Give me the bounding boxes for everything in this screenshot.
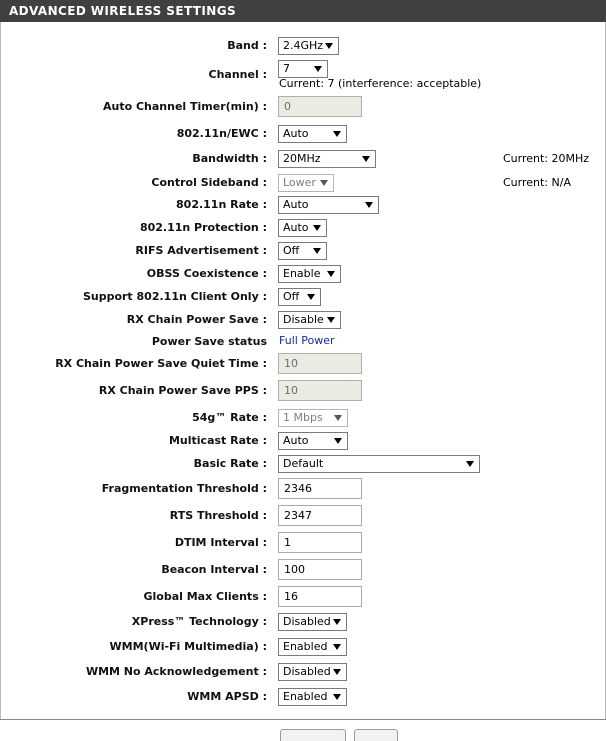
wmm-apsd-select[interactable]: Enabled (278, 688, 347, 706)
rx-pps-input[interactable]: 10 (278, 380, 362, 401)
frag-threshold-label: Fragmentation Threshold : (101, 482, 267, 495)
rifs-label: RIFS Advertisement : (135, 244, 267, 257)
ewc-select[interactable]: Auto (278, 125, 347, 143)
chevron-down-icon (320, 180, 328, 186)
chevron-down-icon (327, 271, 335, 277)
section-header (0, 0, 606, 22)
band-label: Band : (227, 39, 267, 52)
chevron-down-icon (327, 317, 335, 323)
multicast-rate-select[interactable]: Auto (278, 432, 348, 450)
frame-left-border (0, 22, 1, 720)
bandwidth-current: Current: 20MHz (503, 152, 590, 165)
chevron-down-icon (307, 294, 315, 300)
rts-threshold-input[interactable]: 2347 (278, 505, 362, 526)
rx-pps-label: RX Chain Power Save PPS : (98, 384, 267, 397)
chevron-down-icon (334, 415, 342, 421)
power-save-status-value: Full Power (279, 334, 335, 347)
chevron-down-icon (333, 694, 341, 700)
auto-channel-timer-input[interactable]: 0 (278, 96, 362, 117)
n-client-only-label: Support 802.11n Client Only : (82, 290, 267, 303)
rifs-select[interactable]: Off (278, 242, 327, 260)
xpress-select[interactable]: Disabled (278, 613, 347, 631)
section-title: ADVANCED WIRELESS SETTINGS (9, 4, 236, 18)
n-rate-label: 802.11n Rate : (176, 198, 267, 211)
xpress-label: XPress™ Technology : (131, 615, 267, 628)
auto-channel-timer-label: Auto Channel Timer(min) : (102, 100, 267, 113)
control-sideband-select[interactable]: Lower (278, 174, 334, 192)
beacon-input[interactable]: 100 (278, 559, 362, 580)
chevron-down-icon (333, 619, 341, 625)
wmm-no-ack-select[interactable]: Disabled (278, 663, 347, 681)
channel-current-note: Current: 7 (interference: acceptable) (279, 77, 482, 90)
save-settings-button[interactable] (280, 729, 346, 741)
rate-54g-select[interactable]: 1 Mbps (278, 409, 348, 427)
chevron-down-icon (365, 202, 373, 208)
n-protection-select[interactable]: Auto (278, 219, 327, 237)
rts-threshold-label: RTS Threshold : (169, 509, 267, 522)
control-sideband-label: Control Sideband : (151, 176, 267, 189)
obss-label: OBSS Coexistence : (146, 267, 267, 280)
chevron-down-icon (313, 225, 321, 231)
chevron-down-icon (362, 156, 370, 162)
chevron-down-icon (333, 669, 341, 675)
frag-threshold-input[interactable]: 2346 (278, 478, 362, 499)
ewc-label: 802.11n/EWC : (176, 127, 267, 140)
chevron-down-icon (314, 66, 322, 72)
basic-rate-label: Basic Rate : (193, 457, 267, 470)
dtim-input[interactable]: 1 (278, 532, 362, 553)
bandwidth-label: Bandwidth : (192, 152, 267, 165)
max-clients-label: Global Max Clients : (143, 590, 267, 603)
obss-select[interactable]: Enable (278, 265, 341, 283)
multicast-rate-label: Multicast Rate : (168, 434, 267, 447)
chevron-down-icon (466, 461, 474, 467)
wmm-label: WMM(Wi-Fi Multimedia) : (109, 640, 267, 653)
power-save-status-label: Power Save status (151, 335, 267, 348)
chevron-down-icon (325, 43, 333, 49)
n-protection-label: 802.11n Protection : (139, 221, 267, 234)
dtim-label: DTIM Interval : (174, 536, 267, 549)
beacon-label: Beacon Interval : (161, 563, 267, 576)
chevron-down-icon (334, 438, 342, 444)
chevron-down-icon (333, 644, 341, 650)
n-rate-select[interactable]: Auto (278, 196, 379, 214)
max-clients-input[interactable]: 16 (278, 586, 362, 607)
band-select[interactable]: 2.4GHz (278, 37, 339, 55)
bandwidth-select[interactable]: 20MHz (278, 150, 376, 168)
rx-quiet-time-label: RX Chain Power Save Quiet Time : (55, 357, 267, 370)
chevron-down-icon (333, 131, 341, 137)
chevron-down-icon (313, 248, 321, 254)
channel-label: Channel : (208, 68, 267, 81)
rate-54g-label: 54g™ Rate : (192, 411, 267, 424)
wmm-no-ack-label: WMM No Acknowledgement : (85, 665, 267, 678)
rx-chain-power-save-label: RX Chain Power Save : (126, 313, 267, 326)
cancel-button[interactable] (354, 729, 398, 741)
rx-quiet-time-input[interactable]: 10 (278, 353, 362, 374)
wmm-select[interactable]: Enabled (278, 638, 347, 656)
basic-rate-select[interactable]: Default (278, 455, 480, 473)
wmm-apsd-label: WMM APSD : (187, 690, 267, 703)
control-sideband-current: Current: N/A (503, 176, 571, 189)
channel-select[interactable]: 7 (278, 60, 328, 78)
rx-chain-power-save-select[interactable]: Disable (278, 311, 341, 329)
section-divider (0, 719, 606, 720)
n-client-only-select[interactable]: Off (278, 288, 321, 306)
